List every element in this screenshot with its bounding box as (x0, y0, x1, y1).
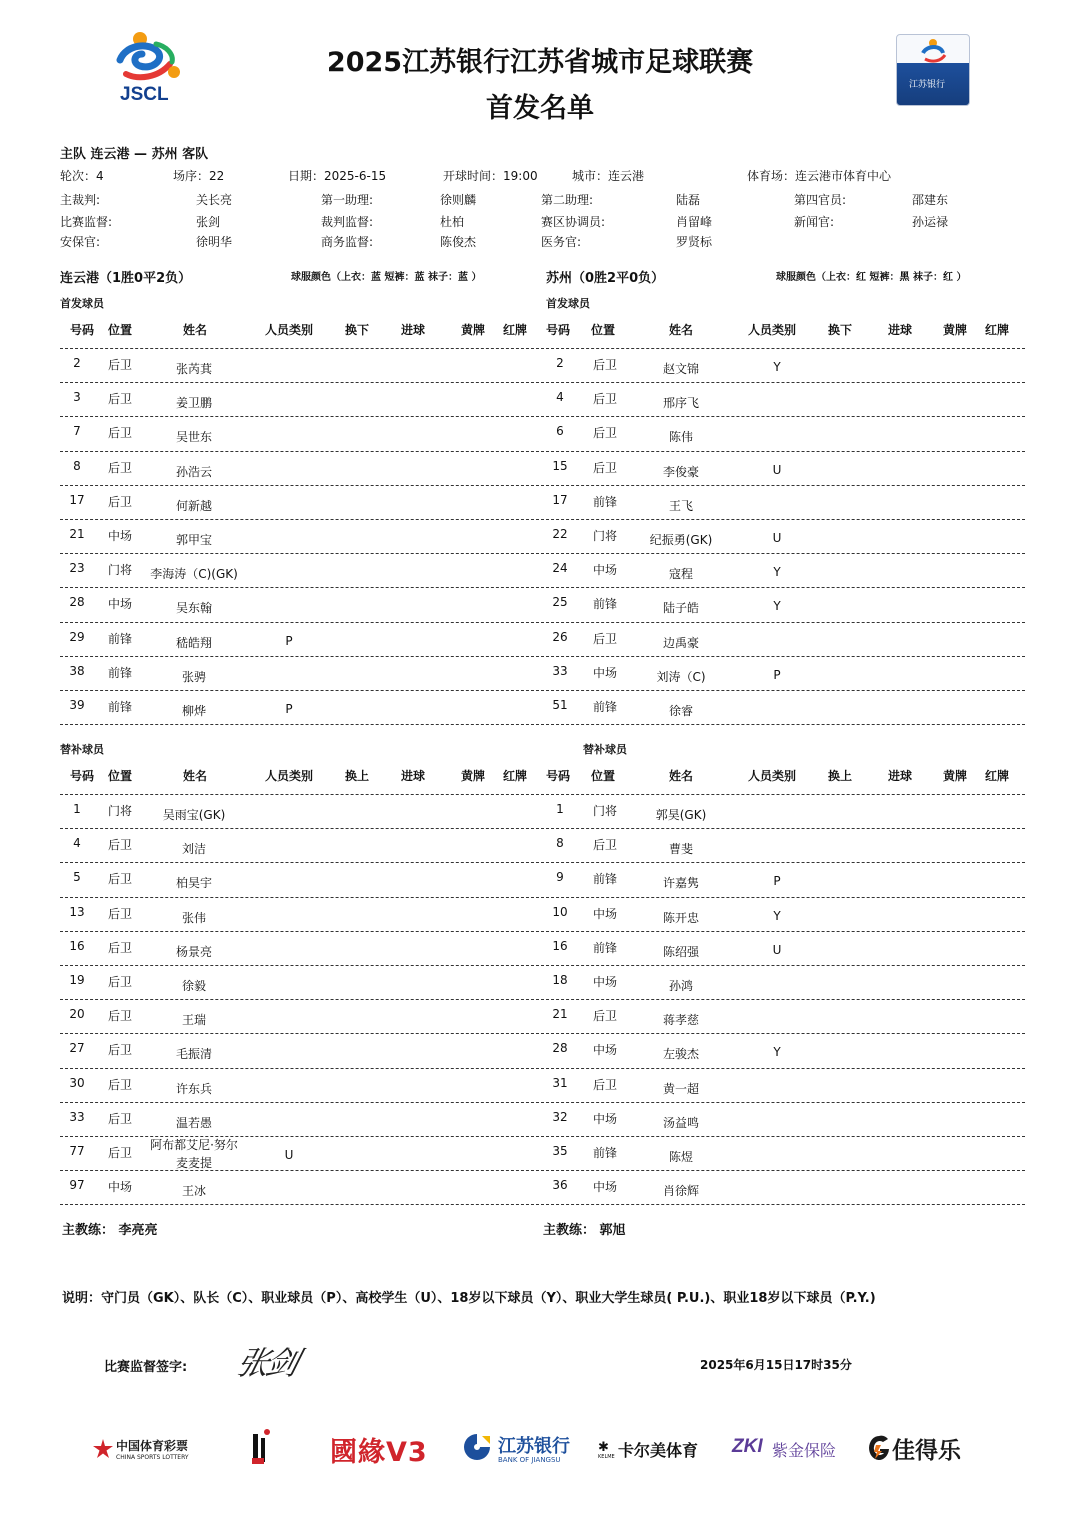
player-number: 8 (73, 458, 81, 473)
player-number: 1 (556, 802, 564, 816)
official-label: 裁判监督: (321, 215, 374, 229)
column-header: 黄牌 (943, 769, 968, 783)
player-number: 36 (552, 1178, 568, 1193)
player-name: 王冰 (181, 1184, 206, 1199)
player-name: 许东兵 (175, 1081, 212, 1096)
page-title: 2025江苏银行江苏省城市足球联赛 (326, 47, 754, 78)
player-name: 张芮萁 (175, 362, 212, 376)
lottery-text-en: CHINA SPORTS LOTTERY (116, 1454, 189, 1461)
column-header: 红牌 (503, 323, 528, 337)
player-name: 刘洁 (181, 842, 206, 857)
player-number: 16 (69, 938, 85, 953)
official-label: 第一助理: (321, 193, 374, 207)
player-name: 陈伟 (668, 430, 693, 445)
column-header: 姓名 (669, 769, 694, 783)
official-label: 安保官: (60, 235, 101, 249)
column-header: 换下 (345, 323, 370, 337)
official-value: 张剑 (196, 215, 221, 229)
signature-label: 比赛监督签字: (104, 1360, 188, 1375)
column-header: 人员类别 (265, 323, 314, 337)
column-header: 人员类别 (748, 769, 797, 783)
player-name: 许嘉隽 (662, 876, 699, 891)
column-header: 号码 (546, 323, 571, 337)
player-number: 29 (69, 629, 85, 644)
player-number: 22 (552, 527, 568, 541)
player-position: 后卫 (107, 1043, 132, 1058)
sponsor-v3: 國緣V3 (330, 1437, 428, 1468)
player-name: 曹斐 (668, 842, 693, 857)
player-position: 前锋 (592, 494, 617, 509)
row-divider (60, 622, 1025, 623)
player-number: 6 (556, 424, 564, 439)
column-header: 人员类别 (265, 769, 314, 783)
column-header: 位置 (591, 769, 616, 783)
home-team-name: 连云港（1胜0平2负） (60, 271, 192, 286)
bank-card-logo (896, 34, 970, 106)
player-name: 杨景亮 (175, 944, 212, 959)
bank-name-en: BANK OF JIANGSU (498, 1456, 561, 1464)
column-header: 号码 (546, 769, 571, 783)
player-category: P (773, 874, 781, 889)
player-category: Y (773, 360, 781, 374)
player-number: 19 (69, 973, 85, 987)
player-position: 后卫 (107, 426, 132, 441)
column-header: 红牌 (985, 323, 1010, 337)
player-number: 32 (552, 1109, 568, 1124)
player-position: 后卫 (107, 838, 132, 853)
player-position: 后卫 (107, 1111, 132, 1126)
player-position: 前锋 (107, 665, 132, 680)
player-position: 门将 (592, 804, 617, 818)
official-value: 陆磊 (676, 193, 701, 207)
bank-name: 江苏银行 (498, 1436, 570, 1457)
player-name: 柳烨 (181, 704, 206, 718)
column-header: 换上 (345, 769, 370, 783)
player-position: 后卫 (592, 838, 617, 853)
column-header: 红牌 (503, 769, 528, 783)
player-name: 吴雨宝(GK) (162, 808, 226, 822)
row-divider (60, 965, 1025, 966)
official-label: 医务官: (541, 235, 582, 249)
row-divider (60, 485, 1025, 486)
player-category: U (772, 462, 782, 477)
player-name: 汤益鸣 (662, 1115, 699, 1130)
official-value: 邵建东 (912, 193, 949, 207)
official-label: 第四官员: (794, 193, 847, 207)
player-name: 黄一超 (662, 1081, 699, 1096)
jscl-logo-text: JSCL (120, 84, 169, 105)
player-name: 吴东翰 (175, 601, 212, 616)
bank-card-text: 江苏银行 (909, 80, 946, 90)
official-label: 赛区协调员: (541, 215, 606, 229)
official-value: 杜柏 (440, 215, 465, 229)
player-name: 陈绍强 (662, 944, 699, 959)
player-category: P (773, 667, 781, 682)
player-number: 77 (69, 1144, 85, 1158)
away-starters-label: 首发球员 (546, 297, 590, 310)
official-value: 徐则麟 (440, 193, 477, 207)
player-name: 纪振勇(GK) (649, 533, 713, 547)
player-number: 28 (552, 1041, 568, 1056)
player-number: 16 (552, 938, 568, 953)
row-divider (60, 416, 1025, 417)
player-number: 31 (552, 1075, 568, 1090)
player-position: 后卫 (107, 872, 132, 887)
player-position: 中场 (592, 1180, 617, 1195)
column-header: 号码 (70, 769, 95, 783)
lottery-star-icon (92, 1438, 114, 1460)
column-header: 黄牌 (461, 769, 486, 783)
player-number: 39 (69, 698, 85, 712)
player-number: 25 (552, 595, 568, 610)
player-position: 后卫 (592, 631, 617, 646)
page-subtitle: 首发名单 (486, 93, 594, 124)
player-number: 27 (69, 1041, 85, 1056)
row-divider (60, 1033, 1025, 1034)
player-name: 肖徐辉 (662, 1184, 699, 1199)
row-divider (60, 451, 1025, 452)
official-value: 关长亮 (196, 193, 233, 207)
player-position: 中场 (592, 975, 617, 989)
column-header: 姓名 (183, 323, 208, 337)
official-label: 新闻官: (794, 215, 835, 229)
player-position: 中场 (107, 597, 132, 612)
official-value: 孙运禄 (912, 215, 949, 229)
kelme-paw-icon: ✱ (598, 1440, 609, 1455)
player-name: 李俊豪 (662, 464, 699, 479)
player-name: 阿布都艾尼·努尔 (150, 1138, 238, 1152)
player-position: 中场 (592, 665, 617, 680)
zki-mark: ZKI (732, 1436, 763, 1457)
row-divider (60, 1204, 1025, 1205)
player-category: Y (773, 599, 781, 614)
row-divider (60, 828, 1025, 829)
player-number: 13 (69, 904, 85, 919)
home-head-coach: 主教练： 李亮亮 (62, 1223, 158, 1238)
player-number: 4 (556, 390, 564, 405)
kelme-small-text: KELME (598, 1454, 615, 1460)
mini-emblem-icon (897, 35, 969, 65)
player-name: 陈煜 (668, 1150, 693, 1164)
player-number: 97 (69, 1178, 85, 1193)
player-position: 前锋 (592, 700, 617, 714)
home-subs-label: 替补球员 (60, 743, 104, 756)
player-position: 中场 (107, 1180, 132, 1195)
player-name: 王瑞 (181, 1013, 206, 1028)
player-number: 1 (73, 802, 81, 816)
official-value: 罗贤标 (676, 235, 713, 249)
player-number: 10 (552, 904, 568, 919)
official-label: 第二助理: (541, 193, 594, 207)
row-divider (60, 931, 1025, 932)
teams-line: 主队 连云港 — 苏州 客队 (60, 147, 209, 162)
player-number: 17 (69, 492, 85, 507)
player-position: 后卫 (107, 392, 132, 407)
player-position: 中场 (107, 529, 132, 543)
player-name: 毛振清 (175, 1047, 212, 1062)
row-divider (60, 587, 1025, 588)
player-number: 24 (552, 561, 568, 576)
player-position: 前锋 (107, 631, 132, 646)
player-position: 后卫 (107, 1146, 132, 1160)
away-kit-colors: 球服颜色（上衣：红 短裤：黑 袜子：红 ） (776, 272, 967, 283)
round: 轮次：4 (60, 169, 104, 183)
player-name: 赵文锦 (662, 362, 699, 376)
column-header: 进球 (401, 323, 426, 337)
player-position: 后卫 (592, 426, 617, 441)
player-position: 后卫 (107, 358, 132, 372)
player-number: 2 (73, 356, 81, 370)
column-header: 黄牌 (943, 323, 968, 337)
sponsor-china-sports-lottery (92, 1434, 202, 1464)
city: 城市：连云港 (572, 169, 645, 183)
player-name: 温若愚 (175, 1115, 212, 1130)
legend-note: 说明：守门员（GK）、队长（C）、职业球员（P）、高校学生（U）、18岁以下球员（Y）、职业大学生球员( P.U.)、职业18岁以下球员（P.Y.) (62, 1291, 876, 1306)
player-name: 郭昊(GK) (655, 808, 707, 822)
player-number: 3 (73, 390, 81, 405)
player-position: 后卫 (107, 1077, 132, 1092)
sponsor-zki (732, 1436, 842, 1464)
gatorade-bolt-icon (868, 1435, 890, 1461)
sponsor-vertical-mark (250, 1428, 272, 1468)
player-position: 中场 (592, 906, 617, 921)
column-header: 姓名 (669, 323, 694, 337)
row-divider (60, 724, 1025, 725)
player-number: 35 (552, 1144, 568, 1158)
column-header: 进球 (888, 769, 913, 783)
official-value: 肖留峰 (676, 215, 713, 229)
row-divider (60, 656, 1025, 657)
player-name: 郭甲宝 (175, 533, 212, 547)
player-category: Y (773, 565, 781, 580)
column-header: 人员类别 (748, 323, 797, 337)
player-position: 后卫 (592, 392, 617, 407)
player-name: 左骏杰 (662, 1047, 699, 1062)
home-starters-label: 首发球员 (60, 297, 104, 310)
row-divider (60, 1068, 1025, 1069)
match-date: 日期：2025-6-15 (288, 169, 387, 183)
column-header: 红牌 (985, 769, 1010, 783)
signature-datetime: 2025年6月15日17时35分 (700, 1358, 852, 1372)
player-number: 21 (552, 1007, 568, 1022)
player-number: 17 (552, 492, 568, 507)
player-position: 门将 (592, 529, 617, 543)
signature-handwriting: 张剑 (232, 1344, 301, 1382)
player-name: 陆子皓 (662, 601, 699, 616)
player-number: 8 (556, 836, 564, 851)
zki-text: 紫金保险 (772, 1441, 837, 1460)
row-divider (60, 999, 1025, 1000)
player-name: 蒋孝慈 (662, 1013, 699, 1028)
column-header: 进球 (401, 769, 426, 783)
player-position: 中场 (592, 563, 617, 578)
player-category: U (772, 942, 782, 957)
kelme-text: 卡尔美体育 (618, 1441, 699, 1460)
official-value: 陈俊杰 (440, 235, 477, 249)
row-divider (60, 382, 1025, 383)
column-header: 黄牌 (461, 323, 486, 337)
player-position: 前锋 (592, 872, 617, 887)
player-name: 孙鸿 (668, 979, 693, 993)
stadium: 体育场：连云港市体育中心 (747, 169, 892, 183)
player-position: 前锋 (107, 700, 132, 714)
row-divider (60, 1102, 1025, 1103)
player-number: 23 (69, 561, 85, 576)
player-name: 张骋 (181, 669, 206, 684)
sponsor-jiadele (868, 1432, 968, 1464)
player-name-line2: 麦麦提 (175, 1156, 212, 1170)
player-number: 7 (73, 424, 81, 439)
row-divider (60, 519, 1025, 520)
player-name: 李海涛（C)(GK) (150, 567, 238, 582)
player-name: 何新越 (175, 498, 212, 513)
player-name: 陈开忠 (662, 910, 699, 925)
player-name: 寇程 (668, 567, 693, 582)
player-name: 姜卫鹏 (175, 396, 212, 411)
column-header: 姓名 (183, 769, 208, 783)
sponsor-bank-of-jiangsu (462, 1430, 582, 1468)
player-position: 前锋 (592, 1146, 617, 1160)
row-divider (60, 690, 1025, 691)
official-label: 商务监督: (321, 235, 374, 249)
player-name: 刘涛（C) (656, 669, 706, 684)
row-divider (60, 862, 1025, 863)
player-position: 前锋 (592, 597, 617, 612)
official-value: 徐明华 (196, 235, 233, 249)
player-position: 后卫 (107, 906, 132, 921)
player-number: 9 (556, 870, 564, 885)
player-position: 后卫 (107, 975, 132, 989)
row-divider (60, 348, 1025, 349)
player-position: 后卫 (107, 494, 132, 509)
lottery-text: 中国体育彩票 (116, 1439, 189, 1453)
player-name: 徐毅 (181, 979, 206, 993)
player-number: 20 (69, 1007, 85, 1022)
player-position: 后卫 (107, 1009, 132, 1024)
player-position: 门将 (107, 563, 132, 578)
home-kit-colors: 球服颜色（上衣：蓝 短裤：蓝 袜子：蓝 ） (291, 272, 482, 283)
column-header: 换下 (828, 323, 853, 337)
away-subs-label: 替补球员 (583, 743, 627, 756)
row-divider (60, 553, 1025, 554)
player-position: 前锋 (592, 940, 617, 955)
player-number: 18 (552, 973, 568, 987)
row-divider (60, 897, 1025, 898)
official-label: 主裁判: (60, 193, 101, 207)
player-number: 30 (69, 1075, 85, 1090)
player-position: 后卫 (592, 1009, 617, 1024)
column-header: 换上 (828, 769, 853, 783)
player-name: 孙浩云 (175, 464, 212, 479)
player-number: 15 (552, 458, 568, 473)
column-header: 位置 (591, 323, 616, 337)
player-category: U (284, 1148, 294, 1162)
player-number: 33 (69, 1109, 85, 1124)
player-category: Y (773, 1045, 781, 1060)
player-category: U (772, 531, 782, 545)
player-position: 后卫 (592, 358, 617, 372)
player-category: P (285, 633, 293, 648)
player-name: 张伟 (181, 910, 206, 925)
sponsor-kelme (598, 1436, 708, 1464)
player-number: 26 (552, 629, 568, 644)
player-number: 2 (556, 356, 564, 370)
player-name: 边禹豪 (662, 635, 699, 650)
player-position: 中场 (592, 1111, 617, 1126)
player-number: 33 (552, 663, 568, 678)
player-position: 后卫 (592, 1077, 617, 1092)
player-name: 徐睿 (668, 704, 693, 718)
player-position: 后卫 (107, 940, 132, 955)
player-name: 王飞 (668, 498, 693, 513)
column-header: 号码 (70, 323, 95, 337)
row-divider (60, 794, 1025, 795)
player-number: 38 (69, 663, 85, 678)
jiadele-text: 佳得乐 (892, 1438, 961, 1464)
away-head-coach: 主教练： 郭旭 (543, 1223, 626, 1238)
player-number: 51 (552, 698, 568, 712)
player-number: 5 (73, 870, 81, 885)
player-position: 后卫 (592, 460, 617, 475)
match-number: 场序：22 (173, 169, 225, 183)
player-number: 28 (69, 595, 85, 610)
player-name: 吴世东 (175, 430, 212, 445)
player-name: 邢序飞 (662, 396, 699, 411)
player-name: 嵇皓翔 (175, 635, 212, 650)
bank-swirl-icon (462, 1432, 492, 1462)
player-number: 21 (69, 527, 85, 541)
player-position: 中场 (592, 1043, 617, 1058)
column-header: 进球 (888, 323, 913, 337)
player-category: P (285, 702, 293, 716)
column-header: 位置 (108, 323, 133, 337)
column-header: 位置 (108, 769, 133, 783)
kickoff-time: 开球时间：19:00 (443, 169, 538, 183)
brush-mark-icon (250, 1428, 272, 1468)
away-team-name: 苏州（0胜2平0负） (546, 271, 665, 286)
player-category: Y (773, 908, 781, 923)
official-label: 比赛监督: (60, 215, 113, 229)
player-number: 4 (73, 836, 81, 851)
player-position: 门将 (107, 804, 132, 818)
player-name: 柏昊宇 (175, 876, 212, 891)
player-position: 后卫 (107, 460, 132, 475)
